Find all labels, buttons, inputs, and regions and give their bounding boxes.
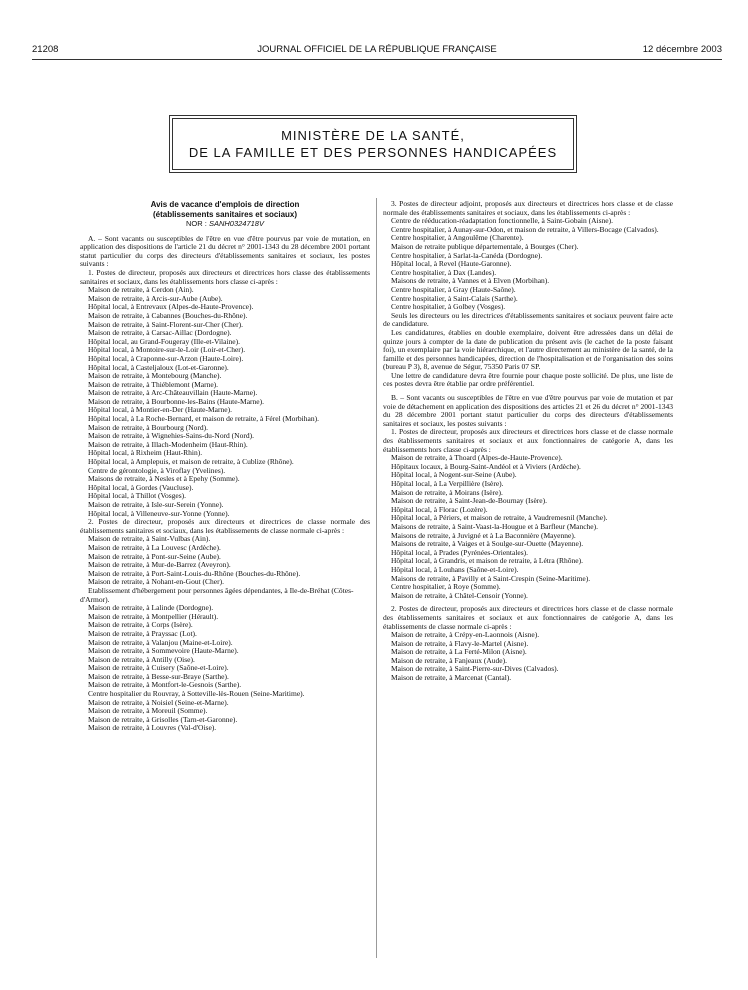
list-item: Maison de retraite, à Valanjou (Maine-et-Loire).	[88, 637, 233, 647]
right-column	[383, 200, 673, 683]
list-item: Maison de retraite, à Montebourg (Manche).	[88, 371, 222, 381]
list-item: Hôpital local, à Villeneuve-sur-Yonne (Yonne).	[88, 508, 230, 518]
list-item: Hôpital local, à Casteljaloux (Lot-et-Garonne).	[88, 362, 229, 372]
list-item: Hôpital local, à Craponne-sur-Arzon (Haute-Loire).	[88, 353, 244, 363]
list-item: Centre hospitalier du Rouvray, à Sotteville-lès-Rouen (Seine-Maritime).	[88, 689, 305, 699]
list-item: Maison de retraite, à Moreuil (Somme).	[88, 706, 208, 716]
notice-title-line-2: (établissements sanitaires et sociaux)	[152, 209, 298, 219]
list-item: Maisons de retraite, à Nesles et à Epehy (Somme).	[88, 474, 240, 484]
list-item: Hôpital local, au Grand-Fougeray (Ille-et-Vilaine).	[88, 336, 240, 346]
list-item: Hôpital local, à Entrevaux (Alpes-de-Haute-Provence).	[88, 302, 254, 312]
ministry-box	[172, 118, 574, 170]
section-b-item-1: 1. Postes de directeur, proposés aux directeurs et directrices hors classe et de classe normale des établissements sanitaires et sociaux et aux fonctionnaires de catégorie A, dans les établissements hors classe ci-après :	[383, 427, 673, 454]
list-item: Maison de retraite, à Port-Saint-Louis-du-Rhône (Bouches-du-Rhône).	[88, 568, 301, 578]
list-item: Centre hospitalier, à Angoulême (Charente).	[391, 233, 524, 243]
list-item: Maison de retraite, à Montfort-le-Gesnois (Sarthe).	[88, 680, 242, 690]
application-instructions: Les candidatures, établies en double exemplaire, doivent être adressées dans un délai de quinze jours à compter de la date de publication du présent avis (le cachet de la poste faisant foi), un exemplaire par la voie hiérarchique, et l'autre directement au ministère de la santé, de la famille et des personnes handicapées, direction de l'hospitalisation et de l'organisation des soins (bureau P 3), 8, avenue de Ségur, 75350 Paris 07 SP.	[383, 327, 673, 372]
notice-title-line-1: Avis de vacance d'emplois de direction	[150, 200, 300, 209]
list-item: Maison de retraite, à Thiéblemont (Marne).	[88, 379, 219, 389]
list-item: Hôpital local, à Prades (Pyrénées-Orientales).	[391, 547, 529, 557]
list-item: Maison de retraite, à Besse-sur-Braye (Sarthe).	[88, 671, 229, 681]
list-item: Maison de retraite, à Arc-Châteauvillain (Haute-Marne).	[88, 388, 258, 398]
list-item: Maison de retraite, à Cerdon (Ain).	[88, 285, 194, 295]
list-item: Maison de retraite, à La Louvesc (Ardèche).	[88, 542, 221, 552]
list-item: Hôpital local, à Rixheim (Haut-Rhin).	[88, 448, 203, 458]
list-item: Hôpitaux locaux, à Bourg-Saint-Andéol et à Viviers (Ardèche).	[391, 461, 581, 471]
list-item: Maisons de retraite, à Vaiges et à Soulge-sur-Ouette (Mayenne).	[391, 539, 584, 549]
ministry-line-2: DE LA FAMILLE ET DES PERSONNES HANDICAPÉES	[188, 145, 558, 160]
eligibility-note: Seuls les directeurs ou les directrices d'établissements sanitaires et sociaux peuvent faire acte de candidature.	[383, 310, 673, 329]
list-item: Maison de retraite, à La Ferté-Milon (Aisne).	[391, 647, 527, 657]
list-item: Maison de retraite, à Bourbonne-les-Bains (Haute-Marne).	[88, 396, 264, 406]
list-item: Maisons de retraite, à Pavilly et à Saint-Crespin (Seine-Maritime).	[391, 573, 591, 583]
list-item: Hôpital local, à Nogent-sur-Seine (Aube).	[391, 470, 517, 480]
list-item: Hôpital local, à La Roche-Bernard, et maison de retraite, à Férel (Morbihan).	[88, 414, 319, 424]
list-item: Maisons de retraite, à Juvigné et à La Baconnière (Mayenne).	[391, 530, 576, 540]
list-item: Maison de retraite, à Illach-Modenheim (Haut-Rhin).	[88, 439, 248, 449]
list-item: Maison de retraite, à Arcis-sur-Aube (Aube).	[88, 293, 223, 303]
list-item: Maison de retraite publique départementale, à Bourges (Cher).	[391, 241, 579, 251]
list-b-hors-classe	[383, 454, 673, 600]
list-item: Maison de retraite, à Moirans (Isère).	[391, 487, 503, 497]
list-item: Hôpital local, à Grandris, et maison de retraite, à Létra (Rhône).	[391, 556, 584, 566]
list-item: Maison de retraite, à Louvres (Val-d'Oise).	[88, 723, 217, 733]
list-item: Maison de retraite, à Mur-de-Barrez (Aveyron).	[88, 560, 231, 570]
list-item: Hôpital local, à Périers, et maison de retraite, à Vaudremesnil (Manche).	[391, 513, 608, 523]
left-column	[80, 200, 370, 733]
list-b-classe-normale	[383, 631, 673, 683]
list-item: Maison de retraite, à Noisiel (Seine-et-Marne).	[88, 697, 229, 707]
list-item: Centre hospitalier, à Golbey (Vosges).	[391, 302, 506, 312]
list-hors-classe	[80, 286, 370, 518]
section-a-intro: A. – Sont vacants ou susceptibles de l'être en vue d'être pourvus par voie de mutation, en application des dispositions de l'article 21 du décret n° 2001-1343 du 28 décembre 2001 portant statut particulier du corps des directeurs d'établissements sanitaires et sociaux, les postes suivants :	[80, 233, 370, 269]
list-item: Maison de retraite, à Nohant-en-Gout (Cher).	[88, 577, 224, 587]
letter-requirement: Une lettre de candidature devra être fournie pour chaque poste sollicité. De plus, une liste de ces postes devra être établie par ordre préférentiel.	[383, 370, 673, 389]
list-item: Maison de retraite, à Isle-sur-Serein (Yonne).	[88, 500, 224, 509]
section-a-item-1: 1. Postes de directeur, proposés aux directeurs et directrices hors classe des établissements sanitaires et sociaux, dans les établissements hors classe ci-après :	[80, 267, 370, 286]
section-b-item-2: 2. Postes de directeur, proposés aux directeurs et directrices hors classe et de classe normale des établissements sanitaires et sociaux et aux fonctionnaires de catégorie A, dans les établissements de classe normale ci-après :	[383, 604, 673, 631]
list-item: Hôpital local, à Thillot (Vosges).	[88, 491, 187, 501]
list-item: Maisons de retraite, à Saint-Vaast-la-Hougue et à Barfleur (Manche).	[391, 521, 599, 531]
list-item: Maison de retraite, à Thoard (Alpes-de-Haute-Provence).	[391, 453, 563, 463]
column-divider	[376, 198, 377, 958]
list-item: Centre hospitalier, à Roye (Somme).	[391, 582, 501, 592]
list-item: Hôpital local, à La Verpillière (Isère).	[391, 479, 504, 488]
list-item: Maison de retraite, à Lalinde (Dordogne).	[88, 603, 214, 613]
list-item: Hôpital local, à Gordes (Vaucluse).	[88, 482, 194, 492]
list-item: Centre hospitalier, à Sarlat-la-Canéda (Dordogne).	[391, 250, 543, 260]
list-item: Maison de retraite, à Marcenat (Cantal).	[391, 673, 512, 683]
nor-label: NOR :	[186, 219, 207, 228]
notice-title	[80, 200, 370, 219]
header-rule	[32, 59, 722, 60]
list-item: Maison de retraite, à Sommevoire (Haute-Marne).	[88, 646, 239, 656]
list-item: Centre de gérontologie, à Viroflay (Yvelines).	[88, 465, 226, 475]
list-item: Hôpital local, à Florac (Lozère).	[391, 504, 488, 514]
list-item: Hôpital local, à Montier-en-Der (Haute-Marne).	[88, 405, 232, 415]
list-item: Centre hospitalier, à Dax (Landes).	[391, 267, 497, 277]
publication-date: 12 décembre 2003	[642, 44, 722, 55]
list-item: Maison de retraite, à Châtel-Censoir (Yonne).	[391, 590, 528, 600]
list-item: Maison de retraite, à Montpellier (Hérault).	[88, 611, 219, 621]
list-item: Maison de retraite, à Corps (Isère).	[88, 620, 193, 630]
list-item: Centre hospitalier, à Aunay-sur-Odon, et maison de retraite, à Villers-Bocage (Calvados).	[391, 224, 659, 234]
list-item: Maison de retraite, à Bourbourg (Nord).	[88, 422, 209, 432]
list-item: Hôpital local, à Revel (Haute-Garonne).	[391, 259, 512, 269]
list-item: Hôpital local, à Louhans (Saône-et-Loire).	[391, 564, 519, 574]
list-item: Maison de retraite, à Fanjeaux (Aude).	[391, 655, 507, 665]
list-item: Maison de retraite, à Wignehies-Sains-du-Nord (Nord).	[88, 431, 254, 441]
list-classe-normale	[80, 535, 370, 733]
list-item: Centre hospitalier, à Saint-Calais (Sarthe).	[391, 293, 518, 303]
section-b-intro: B. – Sont vacants ou susceptibles de l'être en vue d'être pourvus par voie de mutation et par voie de détachement en application des dispositions des articles 21 et 26 du décret n° 2001-1343 du 28 décembre 2001 portant statut particulier du corps des directeurs d'établissements sanitaires et sociaux, les postes suivants :	[383, 393, 673, 428]
list-item: Centre hospitalier, à Gray (Haute-Saône).	[391, 284, 516, 294]
list-item: Maison de retraite, à Prayssac (Lot).	[88, 628, 197, 638]
section-a-item-3: 3. Postes de directeur adjoint, proposés aux directeurs et directrices hors classe et de classe normale des établissements sanitaires et sociaux, dans les établissements ci-après :	[383, 199, 673, 217]
list-item: Maison de retraite, à Crépy-en-Laonnois (Aisne).	[391, 630, 540, 640]
list-item: Maison de retraite, à Cabannes (Bouches-du-Rhône).	[88, 310, 248, 320]
list-item: Hôpital local, à Amplepuis, et maison de retraite, à Cublize (Rhône).	[88, 457, 294, 467]
list-item: Maison de retraite, à Saint-Vulbas (Ain).	[88, 534, 211, 544]
list-item: Maison de retraite, à Pont-sur-Seine (Aube).	[88, 551, 221, 561]
list-item: Maison de retraite, à Antilly (Oise).	[88, 654, 195, 664]
list-item: Maison de retraite, à Saint-Jean-de-Bournay (Isère).	[391, 496, 547, 506]
page-number: 21208	[32, 44, 59, 55]
nor-value: SANH0324718V	[208, 219, 264, 228]
nor-reference	[80, 220, 370, 229]
list-item: Etablissement d'hébergement pour personnes âgées dépendantes, à Ile-de-Bréhat (Côtes-d'Armor).	[80, 585, 354, 604]
list-item: Maisons de retraite, à Vannes et à Elven (Morbihan).	[391, 276, 550, 286]
list-item: Maison de retraite, à Cuisery (Saône-et-Loire).	[88, 663, 229, 673]
list-item: Maison de retraite, à Saint-Florent-sur-Cher (Cher).	[88, 319, 244, 329]
list-directeur-adjoint	[383, 217, 673, 312]
list-item: Maison de retraite, à Saint-Pierre-sur-Dives (Calvados).	[391, 664, 559, 674]
list-item: Hôpital local, à Montoire-sur-le-Loir (Loir-et-Cher).	[88, 345, 246, 355]
section-a-item-2: 2. Postes de directeur, proposés aux directeurs et directrices de classe normale des établissements sanitaires et sociaux, dans les établissements de classe normale ci-après :	[80, 517, 370, 535]
list-item: Centre de rééducation-réadaptation fonctionnelle, à Saint-Gobain (Aisne).	[391, 216, 613, 226]
list-item: Maison de retraite, à Carsac-Aillac (Dordogne).	[88, 328, 232, 338]
journal-title: JOURNAL OFFICIEL DE LA RÉPUBLIQUE FRANÇAISE	[257, 44, 497, 55]
list-item: Maison de retraite, à Flavy-le-Martel (Aisne).	[391, 638, 529, 648]
ministry-line-1: MINISTÈRE DE LA SANTÉ,	[281, 128, 465, 143]
list-item: Maison de retraite, à Grisolles (Tarn-et-Garonne).	[88, 714, 238, 724]
